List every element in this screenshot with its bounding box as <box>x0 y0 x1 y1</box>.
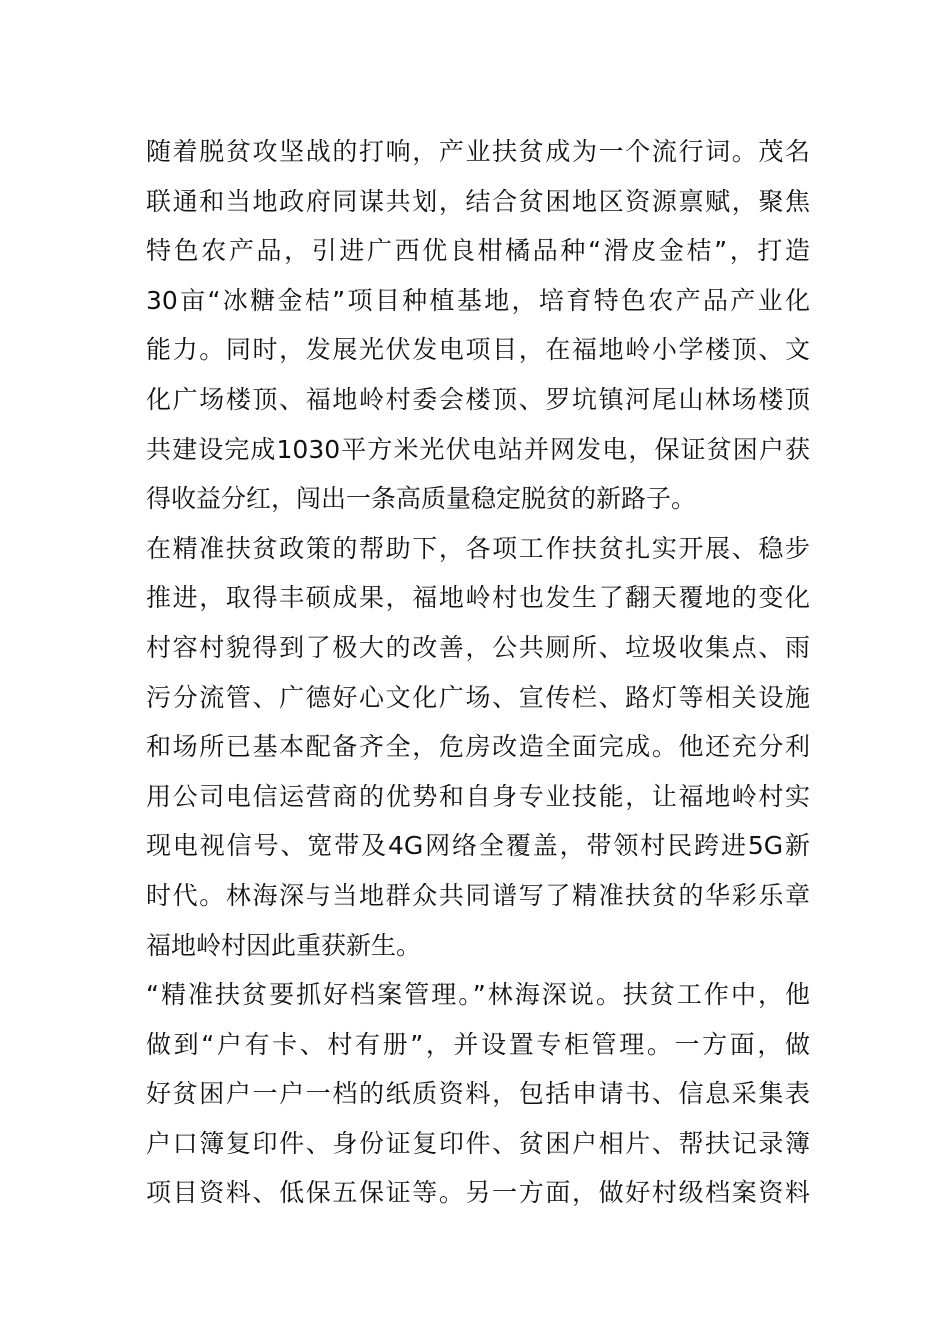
text-line: 得收益分红，闯出一条高质量稳定脱贫的新路子。 <box>146 484 697 514</box>
text-line: 污分流管、广德好心文化广场、宣传栏、路灯等相关设施 <box>146 682 810 712</box>
text-line: 化广场楼顶、福地岭村委会楼顶、罗坑镇河尾山林场楼顶 <box>146 384 810 414</box>
text-line: 户口簿复印件、身份证复印件、贫困户相片、帮扶记录簿 <box>146 1128 810 1158</box>
text-line: 在精准扶贫政策的帮助下，各项工作扶贫扎实开展、稳步 <box>146 533 810 563</box>
text-line: 村容村貌得到了极大的改善，公共厕所、垃圾收集点、雨 <box>146 632 810 662</box>
text-line: 特色农产品，引进广西优良柑橘品种“滑皮金桔”，打造 <box>146 236 810 266</box>
body-text <box>146 127 810 1218</box>
text-line: 时代。林海深与当地群众共同谱写了精准扶贫的华彩乐章 <box>146 880 810 910</box>
text-line: 能力。同时，发展光伏发电项目，在福地岭小学楼顶、文 <box>146 335 810 365</box>
paragraph-1 <box>146 127 810 524</box>
text-line: 好贫困户一户一档的纸质资料，包括申请书、信息采集表 <box>146 1079 810 1109</box>
text-line: “精准扶贫要抓好档案管理。”林海深说。扶贫工作中，他 <box>146 980 810 1010</box>
paragraph-2 <box>146 524 810 970</box>
text-line: 福地岭村因此重获新生。 <box>146 930 422 960</box>
text-line: 用公司电信运营商的优势和自身专业技能，让福地岭村实 <box>146 781 810 811</box>
paragraph-3 <box>146 970 810 1218</box>
text-line: 30亩“冰糖金桔”项目种植基地，培育特色农产品产业化 <box>146 285 810 315</box>
text-line: 现电视信号、宽带及4G网络全覆盖，带领村民跨进5G新 <box>146 831 810 861</box>
text-line: 做到“户有卡、村有册”，并设置专柜管理。一方面，做 <box>146 1029 810 1059</box>
text-line: 共建设完成1030平方米光伏电站并网发电，保证贫困户获 <box>146 434 810 464</box>
text-line: 推进，取得丰硕成果，福地岭村也发生了翻天覆地的变化 <box>146 583 810 613</box>
text-line: 联通和当地政府同谋共划，结合贫困地区资源禀赋，聚焦 <box>146 186 810 216</box>
text-line: 项目资料、低保五保证等。另一方面，做好村级档案资料 <box>146 1178 810 1208</box>
text-line: 随着脱贫攻坚战的打响，产业扶贫成为一个流行词。茂名 <box>146 137 810 166</box>
text-line: 和场所已基本配备齐全，危房改造全面完成。他还充分利 <box>146 732 810 762</box>
